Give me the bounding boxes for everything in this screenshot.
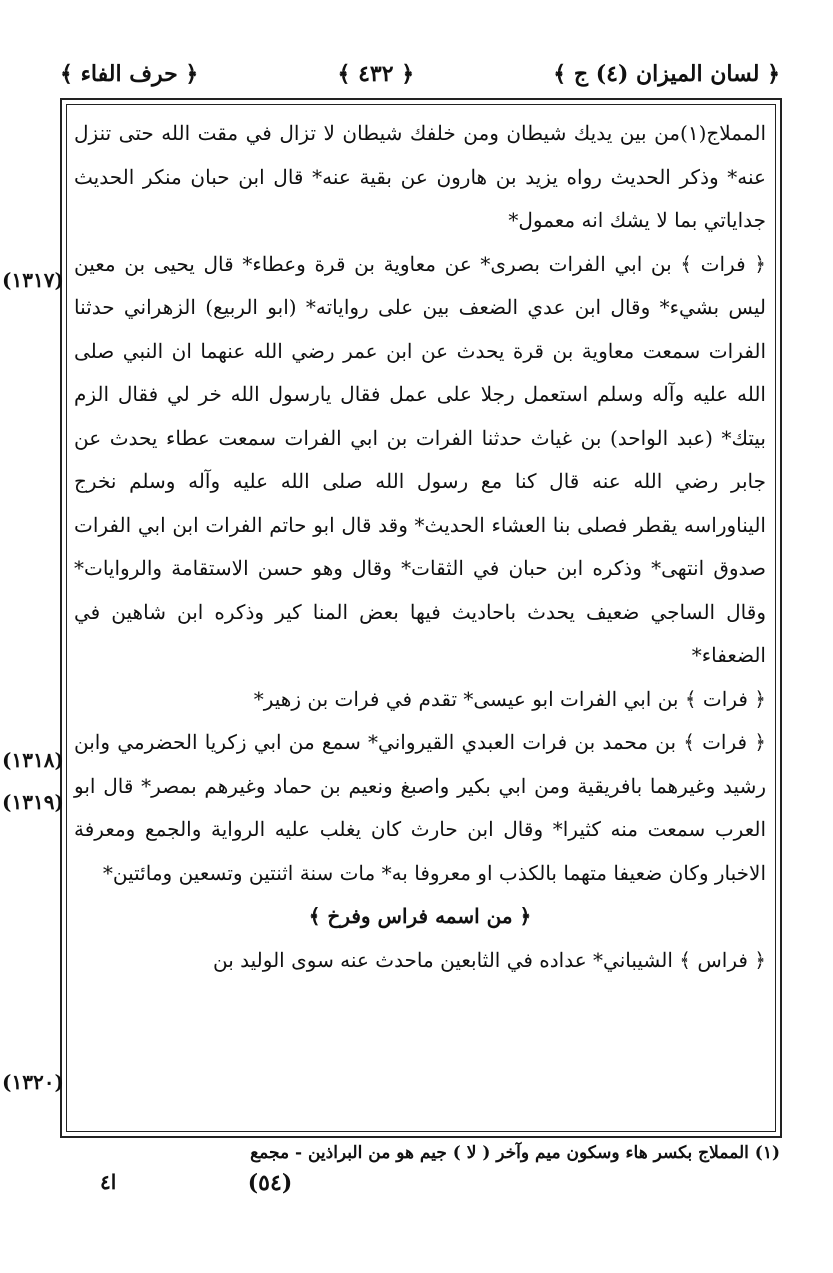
section-subheading: ﴿ من اسمه فراس وفرخ ﴾	[308, 904, 532, 928]
section-title: ﴿ حرف الفاء ﴾	[60, 61, 199, 87]
main-text	[74, 112, 766, 982]
entry-number-1318: (١٣١٨)	[2, 748, 64, 772]
page-header	[60, 52, 780, 96]
entry-number-1319: (١٣١٩)	[2, 790, 64, 814]
signature-mark: ا٤	[100, 1170, 117, 1194]
entry-1318: ﴿ فرات ﴾ بن ابي الفرات ابو عيسى* تقدم في فرات بن زهير*	[253, 686, 766, 711]
entry-1319: ﴿ فرات ﴾ بن محمد بن فرات العبدي القيرواني* سمع من ابي زكريا الحضرمي وابن رشيد وغيرهما بافريقية ومن ابي بكير واصبغ ونعيم بن حماد وغيرهم بمصر* قال ابو العرب سمعت منه كثيرا* وقال ابن حارث كان يغلب عليه الرواية والجمع ومعرفة الاخبار وكان ضعيفا متهما بالكذب او معروفا به* مات سنة اثنتين وتسعين ومائتين*	[74, 730, 766, 885]
entry-1320: ﴿ فراس ﴾ الشيباني* عداده في الثابعين ماحدث عنه سوى الوليد بن	[212, 947, 766, 972]
page-number: ﴿ ٤٣٢ ﴾	[337, 61, 415, 87]
entry-number-1317: (١٣١٧)	[2, 268, 64, 292]
entry-1317: ﴿ فرات ﴾ بن ابي الفرات بصرى* عن معاوية بن قرة وعطاء* قال يحيى بن معين ليس بشيء* وقال ابن عدي الضعف بين على رواياته* (ابو الربيع) الزهراني حدثنا الفرات سمعت معاوية بن قرة يحدث عن ابن عمر رضي الله عنهما ان النبي صلى الله عليه وآله وسلم استعمل رجلا على عمل فقال يارسول الله خر لي فقال الزم بيتك* (عبد الواحد) بن غياث حدثنا الفرات بن ابي الفرات سمعت عطاء يحدث عن جابر رضي الله عنه قال كنا مع رسول الله صلى الله عليه وآله وسلم نخرج اليناوراسه يقطر فصلى بنا العشاء الحديث* وقد قال ابو حاتم الفرات ابن ابي الفرات صدوق انتهى* وذكره ابن حبان في الثقات* وقال وهو حسن الاستقامة والروايات* وقال الساجي ضعيف يحدث باحاديث فيها بعض المنا كير وذكره ابن شاهين في الضعفاء*	[74, 251, 767, 667]
footnote-divider	[60, 1136, 782, 1138]
paragraph-intro: المملاج(١)من بين يديك شيطان ومن خلفك شيطان لا تزال في مقت الله حتى تنزل عنه* وذكر الحديث رواه يزيد بن هارون عن بقية عنه* قال ابن حبان منكر الحديث جداياتي بما لا يشك انه معمول*	[74, 121, 766, 232]
entry-number-1320: (١٣٢٠)	[2, 1070, 64, 1094]
footnote: (١) المملاج بكسر هاء وسكون ميم وآخر ( لا ) جيم هو من البراذين - مجمع	[250, 1143, 780, 1163]
folio-mark: (٥٤)	[247, 1170, 293, 1196]
book-title: ﴿ لسان الميزان (٤) ج ﴾	[553, 61, 780, 87]
